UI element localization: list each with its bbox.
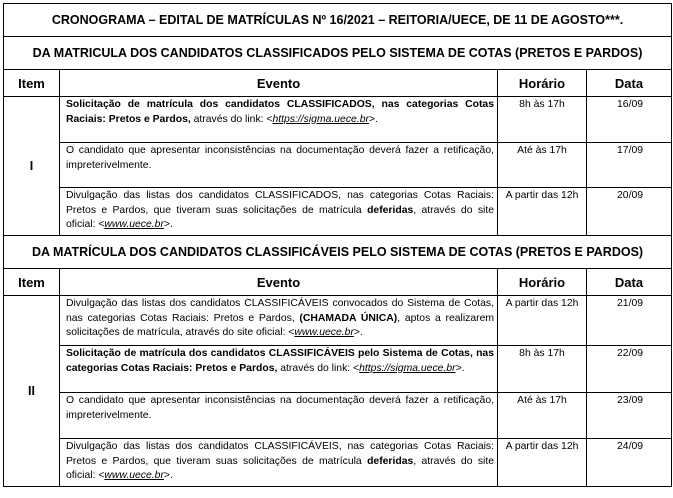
event-cell: Solicitação de matrícula dos candidatos CLASSIFICADOS, nas categorias Cotas Raciais: Pretos e Pardos, através do link: <https://sigma.uece.br>. <box>60 97 498 143</box>
time-cell: 8h às 17h <box>498 97 587 143</box>
event-cell: O candidato que apresentar inconsistências na documentação deverá fazer a retificação, impreterivelmente. <box>60 393 498 439</box>
column-header-evento: Evento <box>60 269 498 296</box>
date-cell: 16/09 <box>587 97 672 143</box>
uece-link[interactable]: www.uece.br <box>104 219 164 230</box>
event-cell: Divulgação das listas dos candidatos CLASSIFICÁVEIS convocados do Sistema de Cotas, nas categorias Cotas Raciais: Pretos e Pardos, (CHAMADA ÚNICA), aptos a realizarem solicitações de matrícula, através do site oficial: <www.uece.br>. <box>60 296 498 346</box>
table-row <box>4 188 672 236</box>
event-cell: Divulgação das listas dos candidatos CLASSIFICÁVEIS, nas categorias Cotas Raciais: Pretos e Pardos, que tiveram suas solicitações de matrícula deferidas, através do site oficial: <www.uece.br>. <box>60 439 498 487</box>
schedule-table <box>3 3 672 487</box>
table-row <box>4 346 672 393</box>
uece-link[interactable]: www.uece.br <box>104 470 164 481</box>
time-cell: A partir das 12h <box>498 188 587 236</box>
column-header-horario: Horário <box>498 269 587 296</box>
date-cell: 21/09 <box>587 296 672 346</box>
column-header-horario: Horário <box>498 70 587 97</box>
item-number: I <box>4 97 60 236</box>
date-cell: 20/09 <box>587 188 672 236</box>
section-heading: DA MATRICULA DOS CANDIDATOS CLASSIFICADOS PELO SISTEMA DE COTAS (PRETOS E PARDOS) <box>4 37 672 70</box>
time-cell: Até às 17h <box>498 393 587 439</box>
event-cell: Solicitação de matrícula dos candidatos CLASSIFICÁVEIS pelo Sistema de Cotas, nas categorias Cotas Raciais: Pretos e Pardos, através do link: <https://sigma.uece.br>. <box>60 346 498 393</box>
document-title: CRONOGRAMA – EDITAL DE MATRÍCULAS Nº 16/2021 – REITORIA/UECE, DE 11 DE AGOSTO***. <box>4 4 672 37</box>
column-header-item: Item <box>4 269 60 296</box>
column-header-data: Data <box>587 70 672 97</box>
table-row <box>4 97 672 143</box>
column-header-item: Item <box>4 70 60 97</box>
date-cell: 23/09 <box>587 393 672 439</box>
date-cell: 22/09 <box>587 346 672 393</box>
sigma-link[interactable]: https://sigma.uece.br <box>359 362 456 374</box>
section-heading: DA MATRÍCULA DOS CANDIDATOS CLASSIFICÁVEIS PELO SISTEMA DE COTAS (PRETOS E PARDOS) <box>4 236 672 269</box>
table-row <box>4 296 672 346</box>
table-row <box>4 143 672 188</box>
sigma-link[interactable]: https://sigma.uece.br <box>272 113 369 125</box>
item-number: II <box>4 296 60 487</box>
time-cell: Até às 17h <box>498 143 587 188</box>
time-cell: 8h às 17h <box>498 346 587 393</box>
event-cell: O candidato que apresentar inconsistências na documentação deverá fazer a retificação, impreterivelmente. <box>60 143 498 188</box>
event-cell: Divulgação das listas dos candidatos CLASSIFICADOS, nas categorias Cotas Raciais: Pretos e Pardos, que tiveram suas solicitações de matrícula deferidas, através do site oficial: <www.uece.br>. <box>60 188 498 236</box>
column-header-evento: Evento <box>60 70 498 97</box>
table-row <box>4 439 672 487</box>
time-cell: A partir das 12h <box>498 439 587 487</box>
table-row <box>4 393 672 439</box>
date-cell: 17/09 <box>587 143 672 188</box>
date-cell: 24/09 <box>587 439 672 487</box>
time-cell: A partir das 12h <box>498 296 587 346</box>
uece-link[interactable]: www.uece.br <box>294 327 354 338</box>
column-header-row <box>4 70 672 97</box>
column-header-row <box>4 269 672 296</box>
column-header-data: Data <box>587 269 672 296</box>
